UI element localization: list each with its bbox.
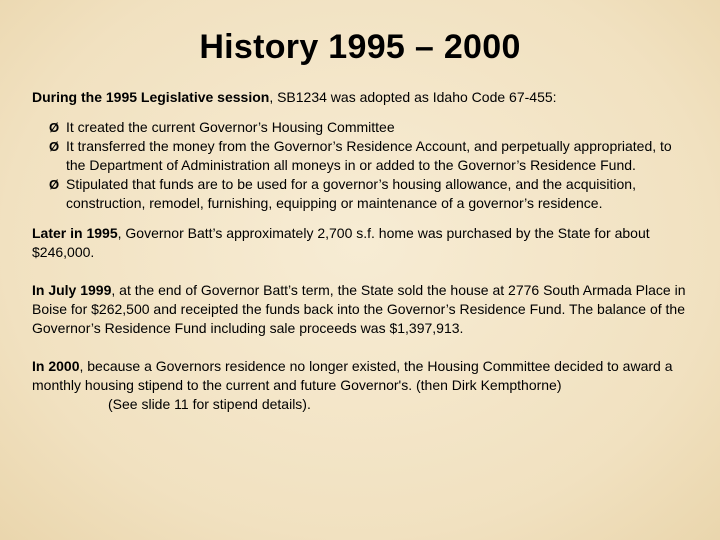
paragraph-rest: , Governor Batt’s approximately 2,700 s.f. home was purchased by the State for about $246,000.	[32, 225, 650, 260]
intro-rest: , SB1234 was adopted as Idaho Code 67-455:	[269, 89, 557, 105]
intro-lead: During the 1995 Legislative session	[32, 89, 270, 105]
intro-paragraph	[32, 88, 692, 107]
bullet-item	[32, 175, 692, 213]
bullet-text: It created the current Governor’s Housing Committee	[66, 119, 395, 135]
paragraph-1999	[32, 281, 692, 338]
arrow-bullet-icon: Ø	[49, 120, 60, 135]
bullet-text: Stipulated that funds are to be used for a governor’s housing allowance, and the acquisition, construction, remodel, furnishing, equipping or maintenance of a governor’s residence.	[66, 176, 636, 211]
bullet-item	[32, 137, 692, 175]
arrow-bullet-icon: Ø	[49, 177, 60, 192]
paragraph-rest: , at the end of Governor Batt’s term, the State sold the house at 2776 South Armada Place in Boise for $262,500 and receipted the funds back into the Governor’s Residence Fund. The balance of the Governor’s Residence Fund including sale proceeds was $1,397,913.	[32, 282, 686, 336]
stipend-note: (See slide 11 for stipend details).	[108, 396, 311, 412]
slide-content	[32, 88, 692, 414]
bullet-list	[32, 118, 692, 213]
paragraph-1995	[32, 224, 692, 262]
bullet-text: It transferred the money from the Governor’s Residence Account, and perpetually appropriated, to the Department of Administration all moneys in or added to the Governor’s Residence Fund.	[66, 138, 672, 173]
arrow-bullet-icon: Ø	[49, 139, 60, 154]
paragraph-lead: In 2000	[32, 358, 80, 374]
paragraph-2000	[32, 357, 692, 395]
bullet-item	[32, 118, 692, 137]
paragraph-rest: , because a Governors residence no longer existed, the Housing Committee decided to award a monthly housing stipend to the current and future Governor's. (then Dirk Kempthorne)	[32, 358, 673, 393]
slide-title: History 1995 – 2000	[199, 28, 521, 66]
paragraph-lead: Later in 1995	[32, 225, 118, 241]
paragraph-lead: In July 1999	[32, 282, 112, 298]
